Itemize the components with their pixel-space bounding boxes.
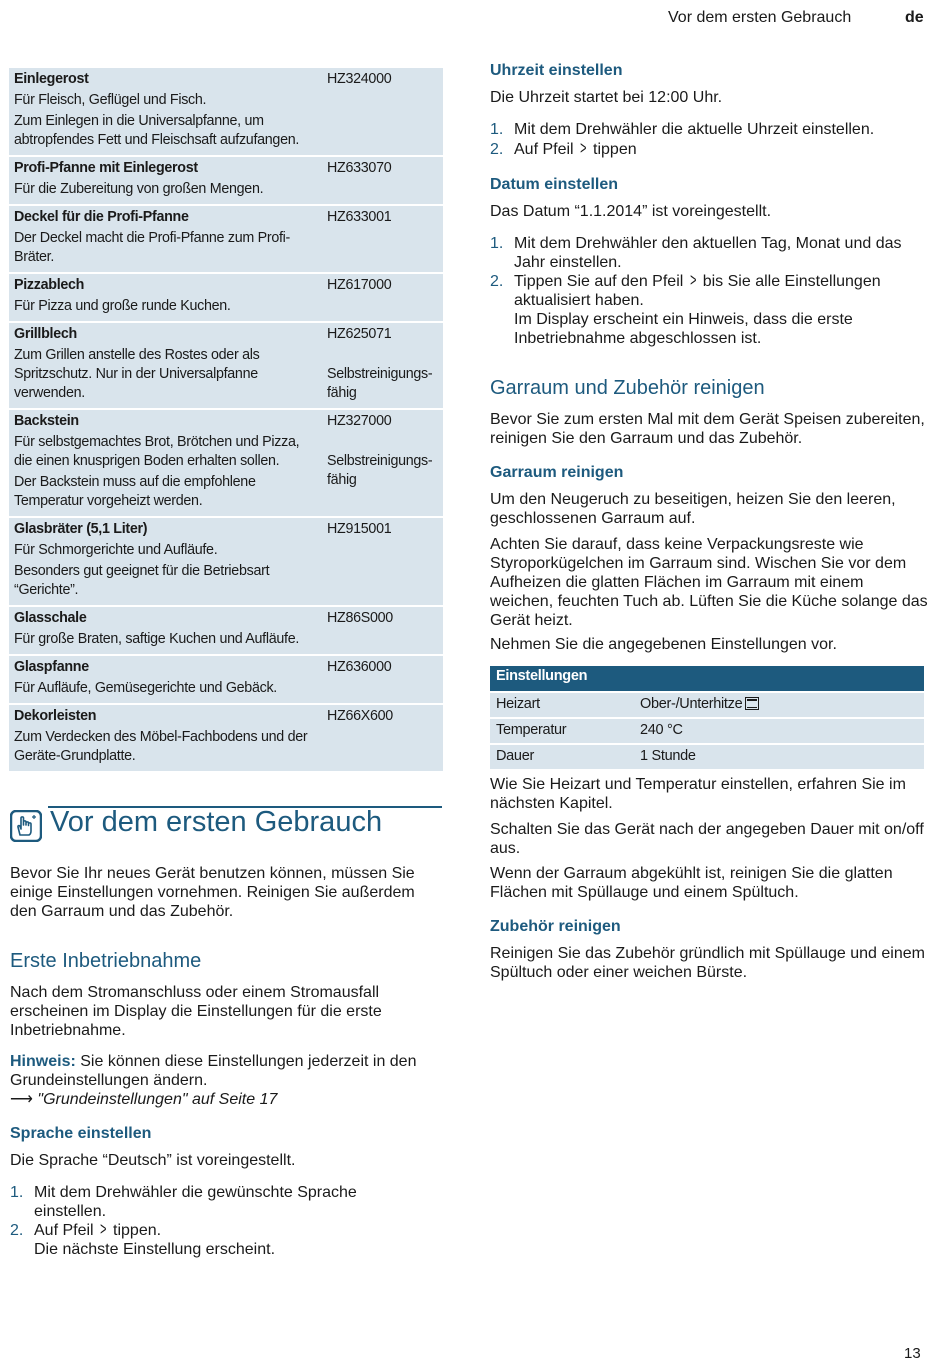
- cross-reference-link[interactable]: "Grundeinstellungen" auf Seite 17: [37, 1091, 278, 1108]
- settings-value: Ober-/Unterhitze: [640, 696, 759, 712]
- settings-table-header: Einstellungen: [490, 666, 924, 691]
- settings-table: [490, 666, 924, 769]
- accessory-name: Einlegerost: [14, 71, 89, 87]
- step-text: Mit dem Drehwähler die aktuelle Uhrzeit einstellen.: [514, 121, 875, 138]
- date-step-1: [490, 234, 902, 271]
- step-result: Die nächste Einstellung erscheint.: [34, 1241, 276, 1258]
- accessory-meta: [327, 658, 439, 677]
- accessory-name: Glaspfanne: [14, 659, 89, 675]
- settings-label: Temperatur: [496, 722, 567, 738]
- accessory-description: Der Deckel macht die Profi-Pfanne zum Profi-Bräter.: [14, 230, 291, 265]
- section-title: Vor dem ersten Gebrauch: [50, 806, 383, 838]
- arrow-right-icon: ⟶: [10, 1091, 33, 1108]
- accessory-description: Für Schmorgerichte und Aufläufe.: [14, 542, 218, 558]
- accessory-info: [14, 325, 316, 403]
- accessory-meta: [327, 325, 439, 403]
- accessory-row: [9, 68, 443, 155]
- chevron-right-icon: >: [580, 138, 587, 158]
- accessory-row: [9, 703, 443, 771]
- accessories-table: [9, 68, 443, 771]
- accessory-info: [14, 159, 316, 199]
- accessory-meta: [327, 159, 439, 178]
- after-text-2: Schalten Sie das Gerät nach der angegeben Dauer mit on/off aus.: [490, 821, 924, 857]
- accessory-code: HZ617000: [327, 277, 392, 293]
- chevron-right-icon: >: [689, 270, 697, 290]
- accessory-description: Für große Braten, saftige Kuchen und Aufläufe.: [14, 631, 300, 647]
- accessory-name: Dekorleisten: [14, 708, 97, 724]
- settings-value: 1 Stunde: [640, 748, 696, 764]
- accessory-meta: [327, 412, 439, 490]
- accessory-meta: [327, 70, 439, 89]
- accessory-name: Pizzablech: [14, 277, 85, 293]
- step-text: bis Sie alle Einstellungen aktualisiert haben.: [514, 273, 881, 309]
- accessory-description: Für Aufläufe, Gemüsegerichte und Gebäck.: [14, 680, 277, 696]
- accessory-meta: [327, 208, 439, 227]
- accessory-meta: [327, 520, 439, 539]
- accessory-name: Profi-Pfanne mit Einlegerost: [14, 160, 198, 176]
- accessory-row: [9, 516, 443, 605]
- step-number: 1.: [490, 235, 504, 252]
- oven-cleaning-p3: Nehmen Sie die angegebenen Einstellungen vor.: [490, 636, 837, 653]
- accessory-meta: [327, 276, 439, 295]
- settings-label: Heizart: [496, 696, 540, 712]
- settings-label: Dauer: [496, 748, 534, 764]
- accessory-row: [9, 654, 443, 703]
- note-label: Hinweis:: [10, 1053, 76, 1070]
- accessory-note: Selbstreinigungs-fähig: [327, 453, 433, 488]
- settings-row-duration: [490, 743, 924, 769]
- accessory-row: [9, 321, 443, 408]
- note-text: Sie können diese Einstellungen jederzeit in den Grundeinstellungen ändern.: [10, 1053, 417, 1089]
- step-text: tippen.: [113, 1222, 162, 1239]
- step-text: Mit dem Drehwähler die gewünschte Sprache einstellen.: [34, 1184, 357, 1220]
- hand-pointer-icon: [10, 810, 42, 842]
- accessory-meta: [327, 707, 439, 726]
- accessory-code: HZ625071: [327, 326, 392, 342]
- date-step-2: [490, 270, 881, 347]
- language-step-1: [10, 1183, 357, 1220]
- first-use-note: [10, 1052, 430, 1109]
- accessory-description: Für Pizza und große runde Kuchen.: [14, 298, 231, 314]
- first-use-text: Nach dem Stromanschluss oder einem Stromausfall erscheinen im Display die Einstellungen für die erste Inbetriebnahme.: [10, 984, 382, 1039]
- accessory-code: HZ636000: [327, 659, 392, 675]
- accessory-description: Zum Einlegen in die Universalpfanne, um abtropfendes Fett und Fleischsaft aufzufangen.: [14, 113, 300, 148]
- cleaning-heading: Garraum und Zubehör reinigen: [490, 377, 765, 399]
- accessory-row: [9, 408, 443, 516]
- language-step-2: [10, 1219, 276, 1258]
- settings-row-temperature: [490, 717, 924, 743]
- accessory-info: [14, 276, 316, 316]
- oven-cleaning-heading: Garraum reinigen: [490, 464, 624, 481]
- accessory-code: HZ66X600: [327, 708, 393, 724]
- date-text: Das Datum “1.1.2014” ist voreingestellt.: [490, 203, 772, 220]
- step-number: 1.: [10, 1184, 24, 1201]
- first-use-heading: Erste Inbetriebnahme: [10, 950, 202, 972]
- accessory-code: HZ327000: [327, 413, 392, 429]
- accessory-cleaning-heading: Zubehör reinigen: [490, 918, 621, 935]
- accessory-code: HZ915001: [327, 521, 392, 537]
- oven-cleaning-p2: Achten Sie darauf, dass keine Verpackungsreste wie Styroporkügelchen im Garraum sind. Wischen Sie vor dem Aufheizen die glatten Flächen im Garraum mit einem weichen, feuchten Tuch ab. Lüften Sie die Küche solange das Gerät heizt.: [490, 536, 928, 629]
- oven-cleaning-p1: Um den Neugeruch zu beseitigen, heizen Sie den leeren, geschlossenen Garraum auf.: [490, 491, 896, 527]
- language-text: Die Sprache “Deutsch” ist voreingestellt.: [10, 1152, 296, 1169]
- accessory-description: Zum Verdecken des Möbel-Fachbodens und der Geräte-Grundplatte.: [14, 729, 308, 764]
- top-bottom-heat-icon: [745, 697, 759, 710]
- time-step-2: [490, 138, 637, 159]
- step-text: Auf Pfeil: [34, 1222, 94, 1239]
- running-header-title: Vor dem ersten Gebrauch: [668, 9, 852, 26]
- page-number: 13: [904, 1345, 921, 1362]
- accessory-row: [9, 272, 443, 321]
- step-number: 2.: [10, 1222, 24, 1239]
- accessory-note: Selbstreinigungs-fähig: [327, 366, 433, 401]
- settings-row-heating: [490, 691, 924, 717]
- accessory-info: [14, 658, 316, 698]
- accessory-description: Für selbstgemachtes Brot, Brötchen und Pizza, die einen knusprigen Boden erhalten sollen.: [14, 434, 300, 469]
- time-text: Die Uhrzeit startet bei 12:00 Uhr.: [490, 89, 723, 106]
- step-number: 2.: [490, 141, 504, 158]
- accessory-description: Für Fleisch, Geflügel und Fisch.: [14, 92, 207, 108]
- accessory-description: Besonders gut geeignet für die Betriebsart “Gerichte”.: [14, 563, 270, 598]
- accessory-cleaning-text: Reinigen Sie das Zubehör gründlich mit Spüllauge und einem Spültuch oder einer weichen Bürste.: [490, 945, 925, 981]
- cleaning-intro: Bevor Sie zum ersten Mal mit dem Gerät Speisen zubereiten, reinigen Sie den Garraum und das Zubehör.: [490, 411, 925, 447]
- accessory-info: [14, 412, 316, 511]
- accessory-name: Grillblech: [14, 326, 77, 342]
- step-text: tippen: [593, 141, 637, 158]
- step-number: 1.: [490, 121, 504, 138]
- step-number: 2.: [490, 273, 504, 290]
- accessory-row: [9, 605, 443, 654]
- accessory-row: [9, 204, 443, 272]
- accessory-meta: [327, 609, 439, 628]
- accessory-info: [14, 70, 316, 150]
- accessory-description: Der Backstein muss auf die empfohlene Temperatur vorgeheizt werden.: [14, 474, 256, 509]
- date-heading: Datum einstellen: [490, 176, 619, 193]
- step-text: Auf Pfeil: [514, 141, 574, 158]
- accessory-code: HZ633001: [327, 209, 392, 225]
- step-result: Im Display erscheint ein Hinweis, dass die erste Inbetriebnahme abgeschlossen ist.: [514, 311, 853, 347]
- accessory-name: Deckel für die Profi-Pfanne: [14, 209, 189, 225]
- accessory-row: [9, 155, 443, 204]
- accessory-info: [14, 520, 316, 600]
- section-intro: Bevor Sie Ihr neues Gerät benutzen können, müssen Sie einige Einstellungen vornehmen. Reinigen Sie außerdem den Garraum und das Zubehör.: [10, 865, 415, 920]
- time-step-1: [490, 120, 875, 139]
- accessory-description: Zum Grillen anstelle des Rostes oder als Spritzschutz. Nur in der Universalpfanne verwenden.: [14, 347, 260, 401]
- accessory-info: [14, 707, 316, 766]
- accessory-code: HZ86S000: [327, 610, 393, 626]
- accessory-info: [14, 208, 316, 267]
- accessory-info: [14, 609, 316, 649]
- accessory-name: Glasschale: [14, 610, 87, 626]
- accessory-code: HZ633070: [327, 160, 392, 176]
- step-text: Mit dem Drehwähler den aktuellen Tag, Monat und das Jahr einstellen.: [514, 235, 902, 271]
- time-heading: Uhrzeit einstellen: [490, 62, 623, 79]
- language-code: de: [905, 9, 924, 26]
- after-text-3: Wenn der Garraum abgekühlt ist, reinigen Sie die glatten Flächen mit Spüllauge und einem Spültuch.: [490, 865, 893, 901]
- chevron-right-icon: >: [100, 1219, 107, 1239]
- settings-value: 240 °C: [640, 722, 683, 738]
- accessory-code: HZ324000: [327, 71, 392, 87]
- accessory-name: Backstein: [14, 413, 79, 429]
- step-text: Tippen Sie auf den Pfeil: [514, 273, 684, 290]
- language-heading: Sprache einstellen: [10, 1125, 152, 1142]
- after-text-1: Wie Sie Heizart und Temperatur einstellen, erfahren Sie im nächsten Kapitel.: [490, 776, 906, 812]
- accessory-description: Für die Zubereitung von großen Mengen.: [14, 181, 264, 197]
- accessory-name: Glasbräter (5,1 Liter): [14, 521, 148, 537]
